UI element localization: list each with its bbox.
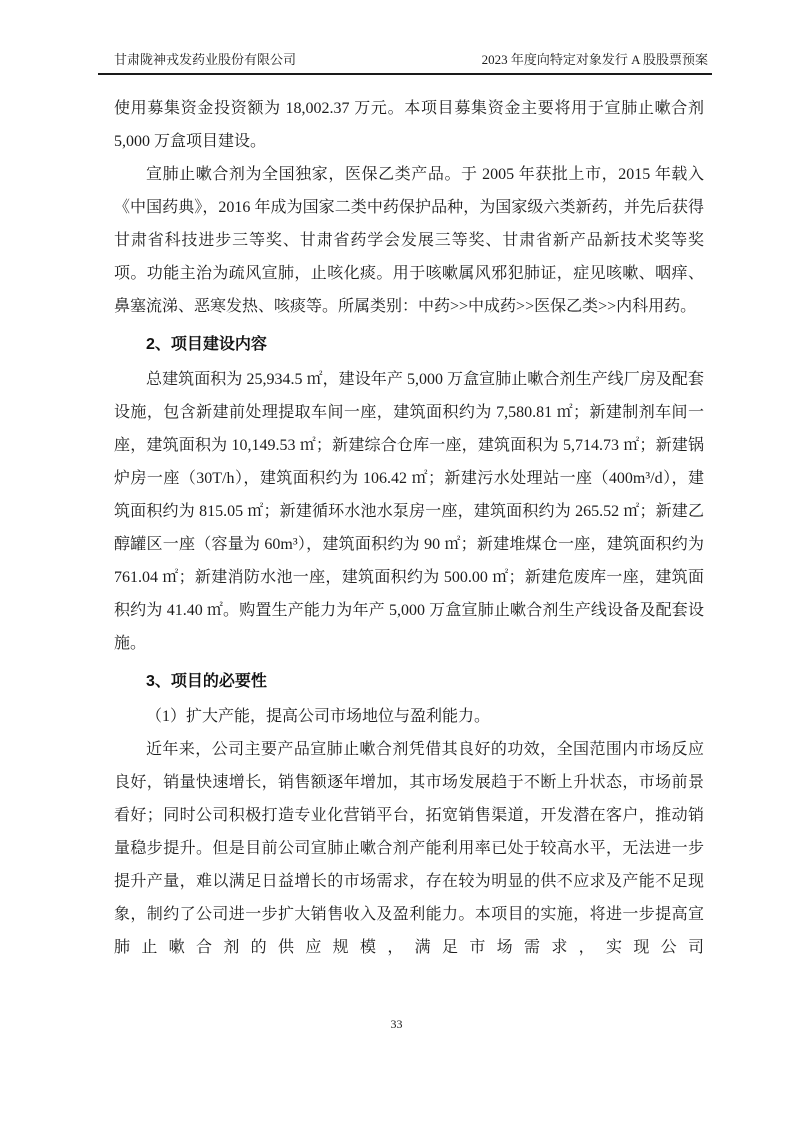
header-document-title: 2023 年度向特定对象发行 A 股股票预案 <box>481 52 708 67</box>
paragraph-product-intro: 宣肺止嗽合剂为全国独家，医保乙类产品。于 2005 年获批上市，2015 年载入《中国药典》，2016 年成为国家二类中药保护品种，为国家级六类新药，并先后获得甘肃省科技进步三等奖、甘肃省药学会发展三等奖、甘肃省新产品新技术奖等奖项。功能主治为疏风宣肺，止咳化痰。用于咳嗽属风邪犯肺证，症见咳嗽、咽痒、鼻塞流涕、恶寒发热、咳痰等。所属类别：中药>>中成药>>医保乙类>>内科用药。 <box>114 166 704 315</box>
paragraph-necessity-item1: （1）扩大产能，提高公司市场地位与盈利能力。 <box>146 708 491 725</box>
page-footer <box>0 1016 793 1032</box>
page-body <box>114 92 704 964</box>
paragraph-fund-usage: 使用募集资金投资额为 18,002.37 万元。本项目募集资金主要将用于宣肺止嗽合剂 5,000 万盒项目建设。 <box>114 100 704 150</box>
paragraph-market-analysis: 近年来，公司主要产品宣肺止嗽合剂凭借其良好的功效，全国范围内市场反应良好，销量快速增长，销售额逐年增加，其市场发展趋于不断上升状态，市场前景看好；同时公司积极打造专业化营销平台，拓宽销售渠道，开发潜在客户，推动销量稳步提升。但是目前公司宣肺止嗽合剂产能利用率已处于较高水平，无法进一步提升产量，难以满足日益增长的市场需求，存在较为明显的供不应求及产能不足现象，制约了公司进一步扩大销售收入及盈利能力。本项目的实施，将进一步提高宣肺止嗽合剂的供应规模，满足市场需求，实现公司 <box>114 741 704 956</box>
section-heading-necessity: 3、项目的必要性 <box>146 673 267 690</box>
page-number: 33 <box>390 1017 403 1031</box>
paragraph-construction-content: 总建筑面积为 25,934.5 ㎡，建设年产 5,000 万盒宣肺止嗽合剂生产线厂房及配套设施，包含新建前处理提取车间一座，建筑面积约为 7,580.81 ㎡；新建制剂车间一座，建筑面积为 10,149.53 ㎡；新建综合仓库一座，建筑面积为 5,714.73 ㎡；新建锅炉房一座（30T/h），建筑面积约为 106.42 ㎡；新建污水处理站一座（400m³/d），建筑面积约为 815.05 ㎡；新建循环水池水泵房一座，建筑面积约为 265.52 ㎡；新建乙醇罐区一座（容量为 60m³），建筑面积约为 90 ㎡；新建堆煤仓一座，建筑面积约为 761.04 ㎡；新建消防水池一座，建筑面积约为 500.00 ㎡；新建危废库一座，建筑面积约为 41.40 ㎡。购置生产能力为年产 5,000 万盒宣肺止嗽合剂生产线设备及配套设施。 <box>114 371 704 652</box>
section-heading-construction: 2、项目建设内容 <box>146 336 267 353</box>
header-company-name: 甘肃陇神戎发药业股份有限公司 <box>114 52 297 67</box>
page-header <box>98 52 712 75</box>
